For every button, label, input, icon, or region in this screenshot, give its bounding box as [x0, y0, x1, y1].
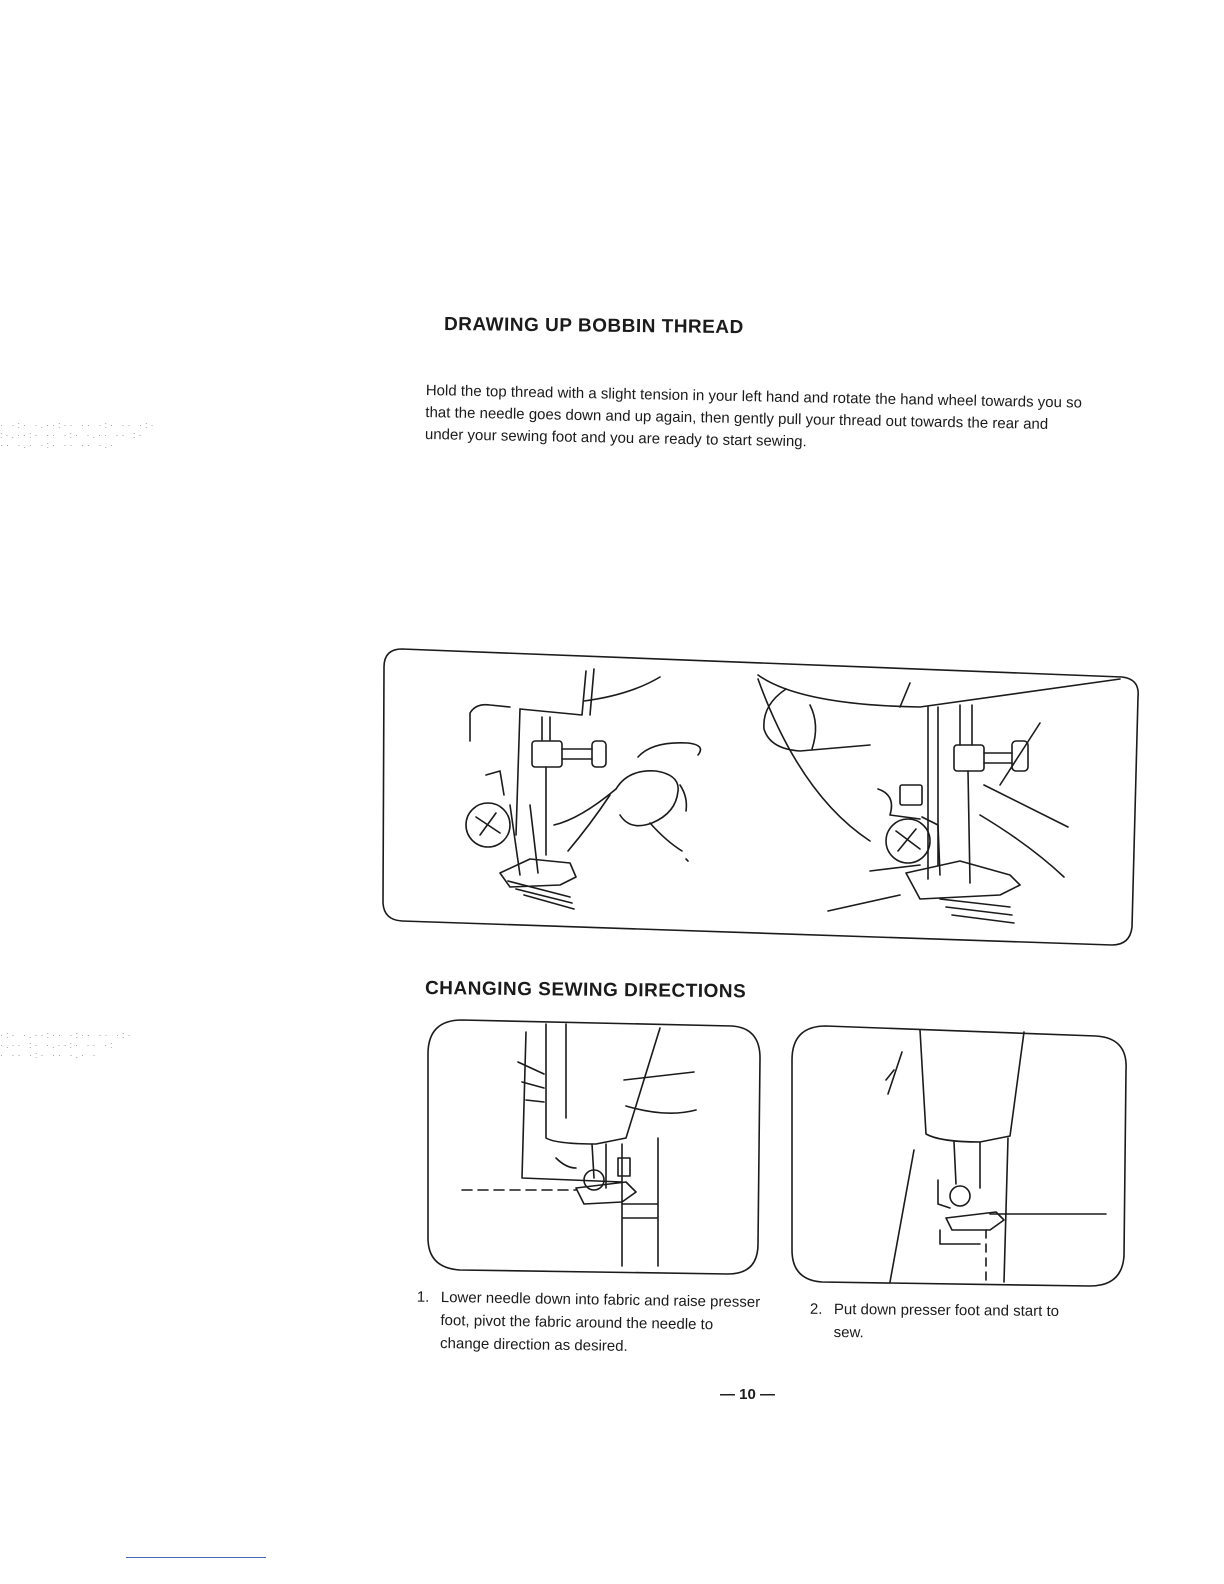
step2-caption	[809, 1298, 1084, 1346]
step1-caption	[416, 1286, 761, 1360]
scan-edge-line	[126, 1557, 266, 1558]
sewing-machine-left-icon	[466, 669, 660, 909]
bobbin-instructions: Hold the top thread with a slight tension in your left hand and rotate the hand wheel towards you so that the needle goes down and up again, then gently pull your thread out towards the rear and under your sewing foot and you are ready to start sewing.	[424, 381, 1083, 451]
step1-illustration	[426, 1018, 766, 1278]
sewing-machine-right-icon	[758, 675, 1120, 923]
scan-noise: · ·:· ·.··:·· ·· ·:· ·· ·:· :·.··:· ·· ·:· ·.·· ·· :· ·· ·.· ·:· ·· ·· ·.·	[0, 420, 157, 450]
page-number: — 10 —	[720, 1386, 776, 1403]
step1-frame	[428, 1020, 760, 1274]
scan-noise: ·:· ·.··:·· ·:·· ·· ·:· ·.·· :· ·.··:· ·· ·: · ·· ·:· ·· ·.· ·	[0, 1030, 134, 1060]
section-heading-directions: CHANGING SEWING DIRECTIONS	[424, 978, 747, 1003]
section-heading-bobbin: DRAWING UP BOBBIN THREAD	[443, 314, 744, 339]
bobbin-illustration	[380, 645, 1142, 947]
step2-number: 2.	[809, 1300, 823, 1318]
step1-text: Lower needle down into fabric and raise presser foot, pivot the fabric around the needle to change direction as desired.	[439, 1288, 761, 1355]
step2-illustration	[790, 1024, 1132, 1288]
illustration-frame	[383, 649, 1138, 945]
step2-text: Put down presser foot and start to sew.	[833, 1300, 1060, 1342]
step2-frame	[792, 1026, 1126, 1286]
step1-number: 1.	[416, 1288, 430, 1306]
hand-pinching-thread-icon	[616, 743, 700, 861]
